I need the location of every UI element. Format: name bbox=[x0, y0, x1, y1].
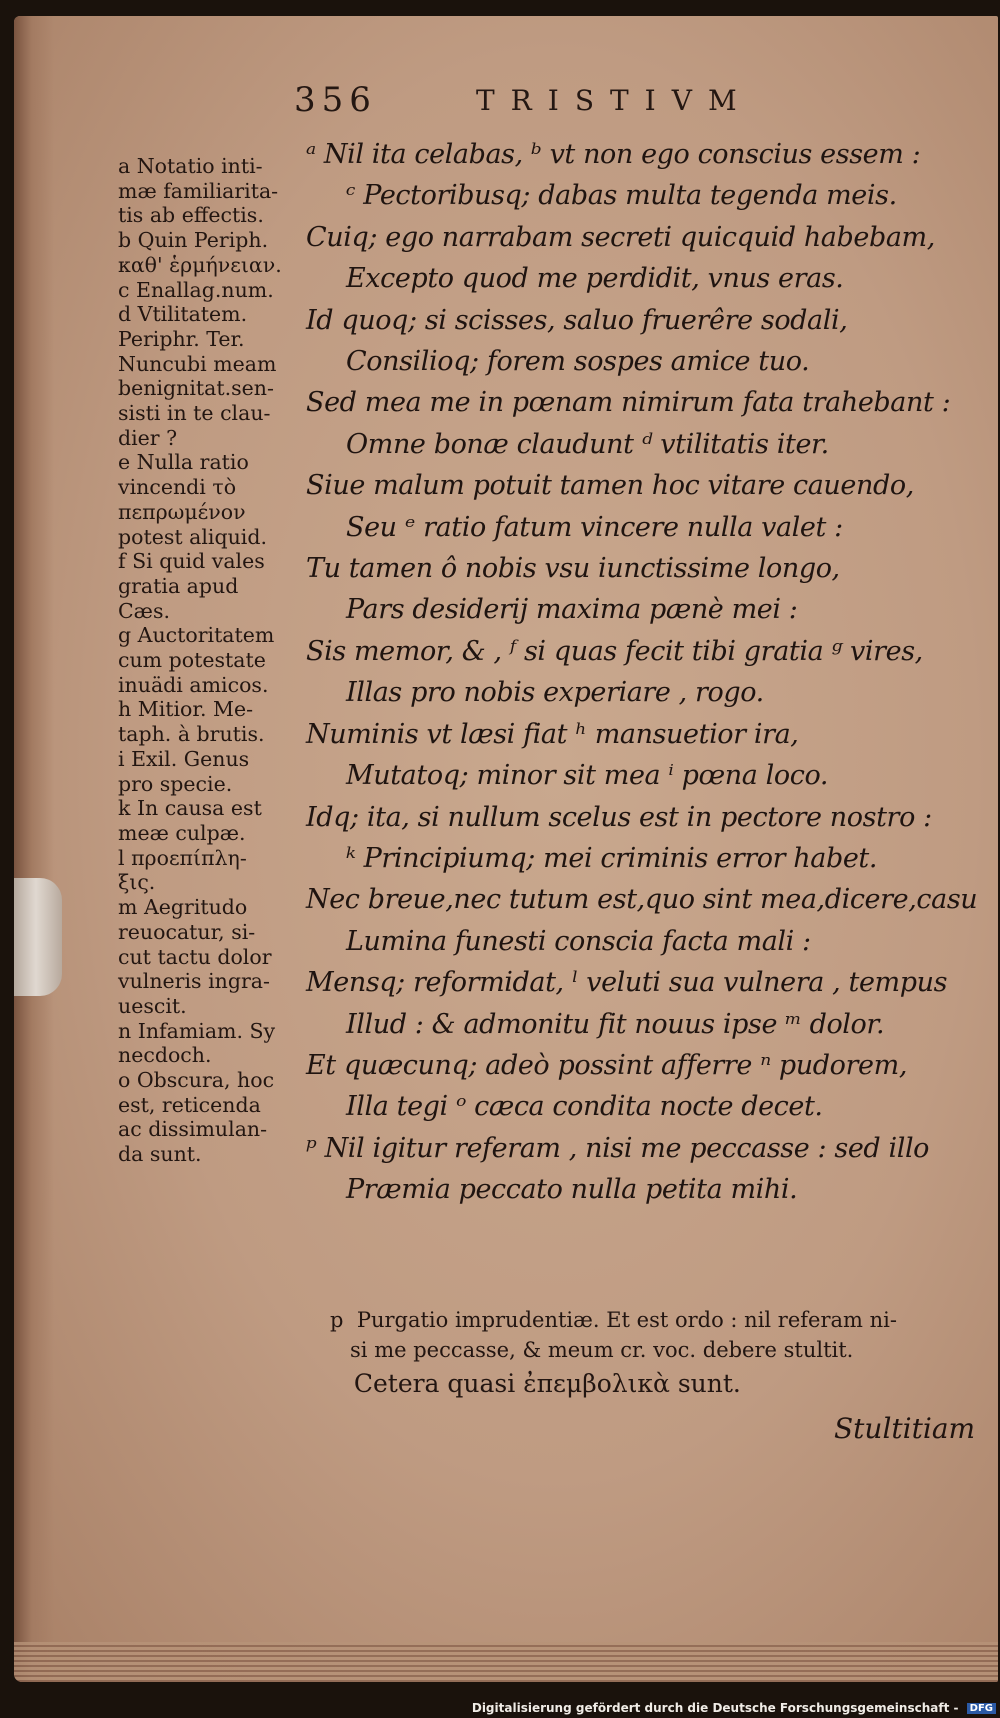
verse-line: Siue malum potuit tamen hoc vitare cauendo, bbox=[306, 470, 914, 502]
margin-note-line: i Exil. Genus bbox=[118, 746, 250, 771]
margin-note-line: vulneris ingra- bbox=[118, 969, 270, 994]
dfg-logo: DFG bbox=[967, 1703, 996, 1714]
margin-note-line: benignitat.sen- bbox=[118, 376, 274, 401]
footnote-line bbox=[330, 1335, 990, 1365]
margin-note-line: c Enallag.num. bbox=[118, 277, 274, 302]
margin-note-line: taph. à brutis. bbox=[118, 722, 265, 747]
footnote-text: Cetera quasi ἐπεμβολικὰ sunt. bbox=[353, 1369, 741, 1398]
margin-note-line: k In causa est bbox=[118, 796, 262, 821]
margin-note-line: tis ab effectis. bbox=[118, 203, 264, 228]
margin-note-line: b Quin Periph. bbox=[118, 228, 269, 253]
verse-line: Mutatoq; minor sit mea ⁱ pœna loco. bbox=[346, 760, 829, 792]
verse-line: ᵖ Nil igitur referam , nisi me peccasse : sed illo bbox=[306, 1132, 930, 1164]
verse-line: Mensq; reformidat, ˡ veluti sua vulnera , tempus bbox=[306, 967, 948, 999]
margin-note-line: da sunt. bbox=[118, 1142, 202, 1167]
margin-note-line: est, reticenda bbox=[118, 1092, 261, 1117]
page-edges bbox=[14, 1642, 998, 1682]
verse-line: Lumina funesti conscia facta mali : bbox=[346, 925, 811, 957]
page-clip bbox=[14, 878, 62, 996]
verse-line: Illud : & admonitu fit nouus ipse ᵐ dolor. bbox=[346, 1008, 885, 1040]
margin-note-line: inuädi amicos. bbox=[118, 672, 269, 697]
page-number: 356 bbox=[294, 80, 377, 120]
verse-line: ᵏ Principiumq; mei criminis error habet. bbox=[346, 842, 878, 874]
verse-line: Excepto quod me perdidit, vnus eras. bbox=[346, 263, 844, 295]
verse-line: Sis memor, & , ᶠ si quas fecit tibi gratia ᵍ vires, bbox=[306, 635, 923, 667]
margin-note-line: ξις. bbox=[118, 870, 156, 895]
footnote-line bbox=[330, 1369, 990, 1399]
margin-note-line: πεπρωμένον bbox=[118, 499, 246, 524]
footnote-text: Purgatio imprudentiæ. Et est ordo : nil referam ni- bbox=[356, 1308, 897, 1332]
footnote bbox=[330, 1305, 990, 1399]
verse-line: Consilioq; forem sospes amice tuo. bbox=[346, 346, 810, 378]
margin-note-line: mæ familiarita- bbox=[118, 178, 279, 203]
margin-note-line: cut tactu dolor bbox=[118, 944, 272, 969]
verse-line: Idq; ita, si nullum scelus est in pectore nostro : bbox=[306, 801, 932, 833]
margin-note-line: sisti in te clau- bbox=[118, 401, 271, 426]
margin-note-line: m Aegritudo bbox=[118, 895, 248, 920]
footnote-line bbox=[330, 1305, 990, 1335]
verse-line: Nec breue,nec tutum est,quo sint mea,dicere,casu bbox=[306, 884, 978, 916]
margin-note-line: n Infamiam. Sy bbox=[118, 1018, 276, 1043]
margin-note-line: e Nulla ratio bbox=[118, 450, 249, 475]
margin-note-line: potest aliquid. bbox=[118, 524, 267, 549]
verse-line: Pars desiderij maxima pænè mei : bbox=[346, 594, 798, 626]
footnote-marker: p bbox=[330, 1308, 344, 1332]
verse-line: Cuiq; ego narrabam secreti quicquid habebam, bbox=[306, 221, 935, 253]
page-title: TRISTIVM bbox=[476, 84, 753, 117]
margin-note-line: necdoch. bbox=[118, 1043, 212, 1068]
credit-text: Digitalisierung gefördert durch die Deutsche Forschungsgemeinschaft - bbox=[471, 1701, 959, 1715]
verse-line: Illa tegi ᵒ cæca condita nocte decet. bbox=[346, 1091, 823, 1123]
verse-text bbox=[306, 134, 990, 1211]
verse-line: Id quoq; si scisses, saluo fruerêre sodali, bbox=[306, 304, 848, 336]
verse-line: Præmia peccato nulla petita mihi. bbox=[346, 1174, 798, 1206]
margin-note-line: meæ culpæ. bbox=[118, 820, 246, 845]
margin-note-line: uescit. bbox=[118, 993, 187, 1018]
margin-note-line: ac dissimulan- bbox=[118, 1117, 268, 1142]
margin-note-line: cum potestate bbox=[118, 648, 266, 673]
margin-note-line: vincendi τὸ bbox=[118, 475, 237, 500]
verse-line: Et quæcunq; adeò possint afferre ⁿ pudorem, bbox=[306, 1049, 908, 1081]
margin-note-line: pro specie. bbox=[118, 771, 233, 796]
verse-line: Omne bonæ claudunt ᵈ vtilitatis iter. bbox=[346, 428, 829, 460]
book-page bbox=[14, 16, 998, 1682]
margin-note-line: καθ' ἑρμήνειαν. bbox=[118, 252, 282, 277]
verse-line: ᵃ Nil ita celabas, ᵇ vt non ego conscius essem : bbox=[306, 139, 921, 170]
margin-note-line: reuocatur, si- bbox=[118, 919, 256, 944]
verse-line: Seu ᵉ ratio fatum vincere nulla valet : bbox=[346, 511, 843, 543]
margin-note-line: f Si quid vales bbox=[118, 549, 265, 574]
margin-note-line: dier ? bbox=[118, 425, 178, 450]
running-head bbox=[14, 80, 998, 130]
verse-line: Sed mea me in pœnam nimirum fata trahebant : bbox=[306, 387, 951, 419]
margin-note-line: g Auctoritatem bbox=[118, 623, 275, 648]
verse-line: Illas pro nobis experiare , rogo. bbox=[346, 677, 764, 709]
verse-line: ᶜ Pectoribusq; dabas multa tegenda meis. bbox=[346, 180, 897, 212]
margin-notes bbox=[118, 154, 294, 1167]
margin-note-line: Periphr. Ter. bbox=[118, 326, 245, 351]
footnote-text: si me peccasse, & meum cr. voc. debere stultit. bbox=[350, 1338, 854, 1362]
margin-note-line: o Obscura, hoc bbox=[118, 1068, 275, 1093]
verse-line: Tu tamen ô nobis vsu iunctissime longo, bbox=[306, 553, 840, 585]
margin-note-line: d Vtilitatem. bbox=[118, 302, 248, 327]
binding-gutter bbox=[14, 16, 54, 1682]
margin-note-line: h Mitior. Me- bbox=[118, 697, 254, 722]
margin-note-line: Nuncubi meam bbox=[118, 351, 277, 376]
verse-line: Numinis vt læsi fiat ʰ mansuetior ira, bbox=[306, 718, 799, 750]
margin-note-line: a Notatio inti- bbox=[118, 154, 263, 178]
digitization-credit bbox=[472, 1701, 996, 1715]
margin-note-line: Cæs. bbox=[118, 598, 170, 623]
catchword: Stultitiam bbox=[834, 1412, 976, 1445]
margin-note-line: l προεπίπλη- bbox=[118, 845, 247, 870]
margin-note-line: gratia apud bbox=[118, 573, 239, 598]
